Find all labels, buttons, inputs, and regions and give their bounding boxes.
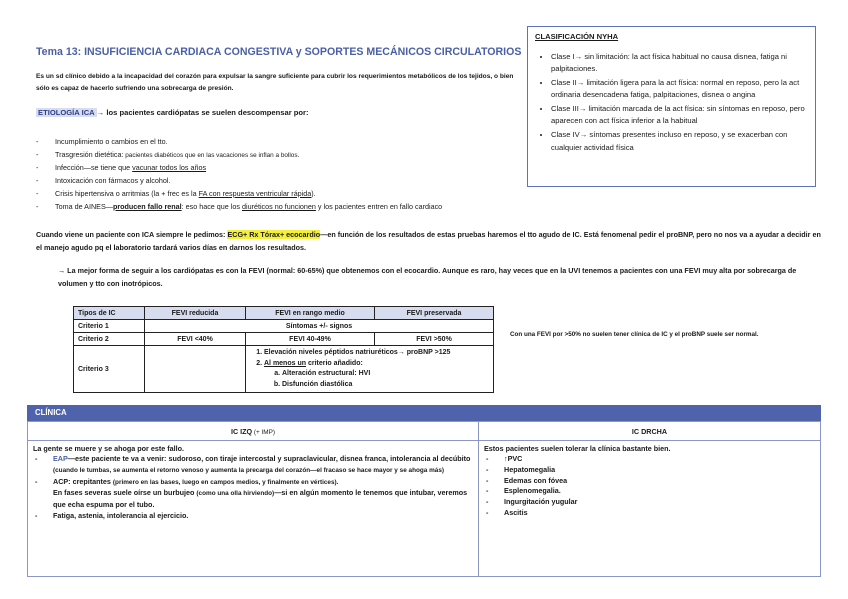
causes-list — [36, 136, 556, 213]
table-cell: Síntomas +/- signos — [145, 320, 494, 333]
table-row — [74, 346, 494, 393]
cause-item: - Infección—se tiene que vacunar todos los años — [36, 162, 556, 175]
table-row — [28, 422, 821, 441]
etiologia-tag: ETIOLOGÍA ICA — [38, 108, 95, 117]
cause-item: - Intoxicación con fármacos y alcohol. — [36, 175, 556, 188]
table-cell: La gente se muere y se ahoga por este fallo. - EAP—este paciente te va a venir: sudoroso, con tiraje intercostal y supraclavicular, disnea franca, intolerancia al decúbito (cuando le tumbas, se aumenta el retorno venoso y aumenta la precarga del corazón—el fracaso se hace mayor y se ahoga más) - ACP: crepitantes (primero en las bases, luego en campos medios, y finalmente en vértices). En fases severas suele oírse un burbujeo (como una olla hirviendo)—si en algún momento le tenemos que intubar, veremos que echa espuma por el tubo. - Fatiga, astenia, intolerancia al ejercicio. — [28, 441, 479, 577]
criteria-list: 1. Elevación niveles péptidos natriuréticos→ proBNP >125 2. Al menos un criterio añadido: a. Alteración estructural: HVI b. Disfunción diastólica — [250, 348, 489, 390]
table-cell — [246, 346, 494, 393]
intro-paragraph: Es un sd clínico debido a la incapacidad del corazón para expulsar la sangre suficiente para cubrir los requerimientos metabólicos de los tejidos, o bien sólo es capaz de hacerlo sufriendo una sobrecarga de presión. — [36, 73, 514, 92]
table-row — [74, 333, 494, 346]
table-cell: FEVI <40% — [145, 333, 246, 346]
etiologia-heading: ETIOLOGÍA ICA → los pacientes cardiópatas se suelen descompensar por: — [38, 108, 309, 117]
cause-item: - Trasgresión dietética: pacientes diabéticos que en las vacaciones se inflan a bollos. — [36, 149, 556, 163]
table-cell: FEVI 40-49% — [246, 333, 375, 346]
table-cell: Criterio 1 — [74, 320, 145, 333]
table-header: FEVI en rango medio — [246, 307, 375, 320]
nyha-class-4: • Clase IV→ síntomas presentes incluso en reposo, y se exacerban con cualquier actividad física — [551, 129, 808, 154]
table-cell: FEVI >50% — [375, 333, 494, 346]
clinica-header: CLÍNICA — [27, 405, 821, 421]
table-header: Tipos de IC — [74, 307, 145, 320]
table-cell — [145, 346, 246, 393]
nyha-class-1: • Clase I→ sin limitación: la act física habitual no causa disnea, fatiga ni palpitaciones. — [551, 51, 808, 76]
cause-item: - Crisis hipertensiva o arritmias (la + frec es la FA con respuesta ventricular rápida). — [36, 188, 556, 201]
nyha-class-2: • Clase II→ limitación ligera para la act física: normal en reposo, pero la act ordinaria desencadena fatiga, palpitaciones, disnea o angina — [551, 77, 808, 102]
table-row — [74, 320, 494, 333]
page-title: Tema 13: INSUFICIENCIA CARDIACA CONGESTIVA y SOPORTES MECÁNICOS CIRCULATORIOS — [36, 46, 522, 58]
nyha-class-3: • Clase III→ limitación marcada de la act física: sin síntomas en reposo, pero aparecen con act física inferior a la habitual — [551, 103, 808, 128]
table-cell: Estos pacientes suelen tolerar la clínica bastante bien. - ↑PVC - Hepatomegalia - Edemas con fóvea - Esplenomegalia. - Ingurgitación yugular - Ascitis — [479, 441, 821, 577]
fevi-note: Con una FEVI por >50% no suelen tener clínica de IC y el proBNP suele ser normal. — [510, 331, 759, 338]
ic-types-table — [73, 306, 494, 393]
table-header: IC DRCHA — [479, 422, 821, 441]
cause-item: - Toma de AINES—producen fallo renal: eso hace que los diuréticos no funcionen y los pacientes entren en fallo cardiaco — [36, 201, 556, 214]
ica-paragraph: Cuando viene un paciente con ICA siempre le pedimos: ECG+ Rx Tórax+ ecocardio—en función de los resultados de estas pruebas haremos el tto agudo de IC. Está fenomenal pedir el proBNP, pero no nos va a ayudar a decidir en el manejo agudo pq el laboratorio tardará varios días en darnos los resultados. — [36, 230, 821, 252]
nyha-box — [527, 26, 816, 187]
clinica-table — [27, 421, 821, 577]
table-header: FEVI reducida — [145, 307, 246, 320]
table-row — [74, 307, 494, 320]
table-cell: Criterio 2 — [74, 333, 145, 346]
fevi-paragraph: → La mejor forma de seguir a los cardiópatas es con la FEVI (normal: 60-65%) que obtenemos con el ecocardio. Aunque es raro, hay veces que en la UVI tenemos a pacientes con una FEVI muy alta por sobrecarga de volumen y tto con inotrópicos. — [58, 266, 797, 288]
ica-highlight: ECG+ Rx Tórax+ ecocardio — [227, 230, 321, 239]
table-header: IC IZQ (+ IMP) — [28, 422, 479, 441]
nyha-title: CLASIFICACIÓN NYHA — [535, 32, 619, 41]
nyha-list — [535, 51, 808, 154]
table-header: FEVI preservada — [375, 307, 494, 320]
cause-item: - Incumplimiento o cambios en el tto. — [36, 136, 556, 149]
table-cell: Criterio 3 — [74, 346, 145, 393]
table-row — [28, 441, 821, 577]
